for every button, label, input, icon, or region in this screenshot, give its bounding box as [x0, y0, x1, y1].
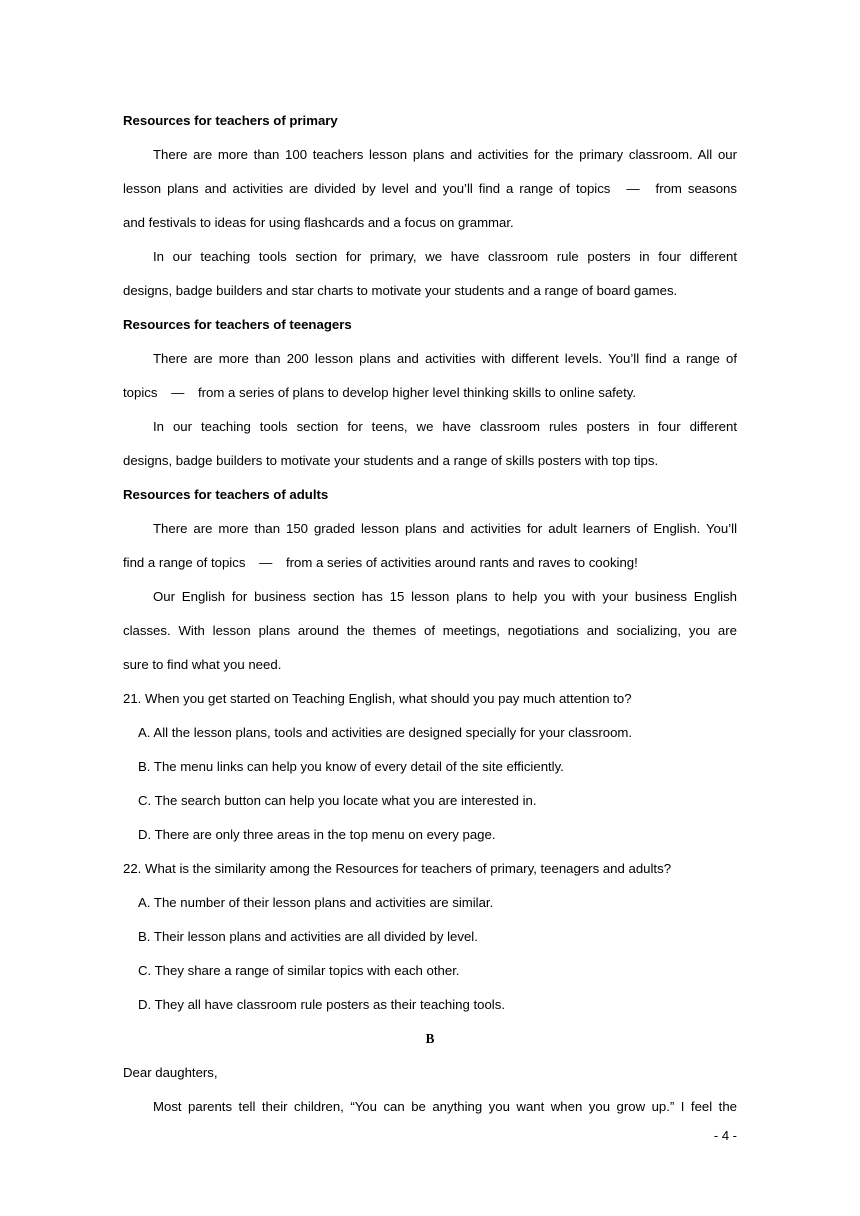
primary-p2-line1: In our teaching tools section for primary, we have classroom rule posters in four different [153, 249, 737, 264]
primary-p1-line2a: lesson plans and activities are divided by level and you’ll find a range of topics [123, 181, 611, 196]
teenagers-p1-line2a: topics [123, 385, 158, 400]
teenagers-p2-line1: In our teaching tools section for teens, we have classroom rules posters in four different [153, 419, 737, 434]
adults-p2-line3: sure to find what you need. [123, 657, 282, 672]
primary-p1-line1: There are more than 100 teachers lesson plans and activities for the primary classroom. All our [153, 147, 737, 162]
page-number: - 4 - [713, 1128, 737, 1143]
question-22-option-d: D. They all have classroom rule posters as their teaching tools. [138, 997, 505, 1012]
adults-heading: Resources for teachers of adults [123, 487, 329, 502]
letter-salutation: Dear daughters, [123, 1065, 218, 1080]
teenagers-p1-line1: There are more than 200 lesson plans and activities with different levels. You’ll find a range of [153, 351, 737, 366]
question-22-stem: 22. What is the similarity among the Resources for teachers of primary, teenagers and adults? [123, 861, 672, 876]
primary-p2-line2: designs, badge builders and star charts to motivate your students and a range of board games. [123, 283, 678, 298]
teenagers-p1-line2b: from a series of plans to develop higher level thinking skills to online safety. [197, 385, 637, 400]
adults-p1-line1: There are more than 150 graded lesson plans and activities for adult learners of English. You’ll [153, 521, 737, 536]
adults-p1-line2 [123, 550, 737, 584]
dash-2: — [171, 385, 185, 400]
adults-p2-line1: Our English for business section has 15 lesson plans to help you with your business English [153, 589, 737, 604]
question-21-option-b: B. The menu links can help you know of every detail of the site efficiently. [138, 759, 564, 774]
primary-p1-line2 [123, 176, 737, 210]
primary-p1-line3: and festivals to ideas for using flashcards and a focus on grammar. [123, 215, 514, 230]
adults-p2-line2: classes. With lesson plans around the themes of meetings, negotiations and socializing, you are [123, 623, 737, 638]
section-b-label: B [425, 1031, 435, 1046]
question-22-option-a: A. The number of their lesson plans and activities are similar. [138, 895, 494, 910]
teenagers-p2-line2: designs, badge builders to motivate your students and a range of skills posters with top tips. [123, 453, 659, 468]
adults-p1-line2a: find a range of topics [123, 555, 246, 570]
question-22-option-b: B. Their lesson plans and activities are all divided by level. [138, 929, 478, 944]
teenagers-heading: Resources for teachers of teenagers [123, 317, 352, 332]
dash-3: — [259, 555, 273, 570]
document-body [123, 108, 737, 1128]
question-21-stem: 21. When you get started on Teaching English, what should you pay much attention to? [123, 691, 632, 706]
question-22-option-c: C. They share a range of similar topics with each other. [138, 963, 460, 978]
letter-line1: Most parents tell their children, “You can be anything you want when you grow up.” I feel the [153, 1099, 737, 1114]
question-21-option-a: A. All the lesson plans, tools and activities are designed specially for your classroom. [138, 725, 633, 740]
question-21-option-d: D. There are only three areas in the top menu on every page. [138, 827, 496, 842]
question-21-option-c: C. The search button can help you locate what you are interested in. [138, 793, 537, 808]
adults-p1-line2b: from a series of activities around rants and raves to cooking! [285, 555, 638, 570]
teenagers-p1-line2 [123, 380, 737, 414]
primary-heading: Resources for teachers of primary [123, 113, 338, 128]
dash-1: — [626, 181, 640, 196]
primary-p1-line2b: from seasons [655, 181, 737, 196]
